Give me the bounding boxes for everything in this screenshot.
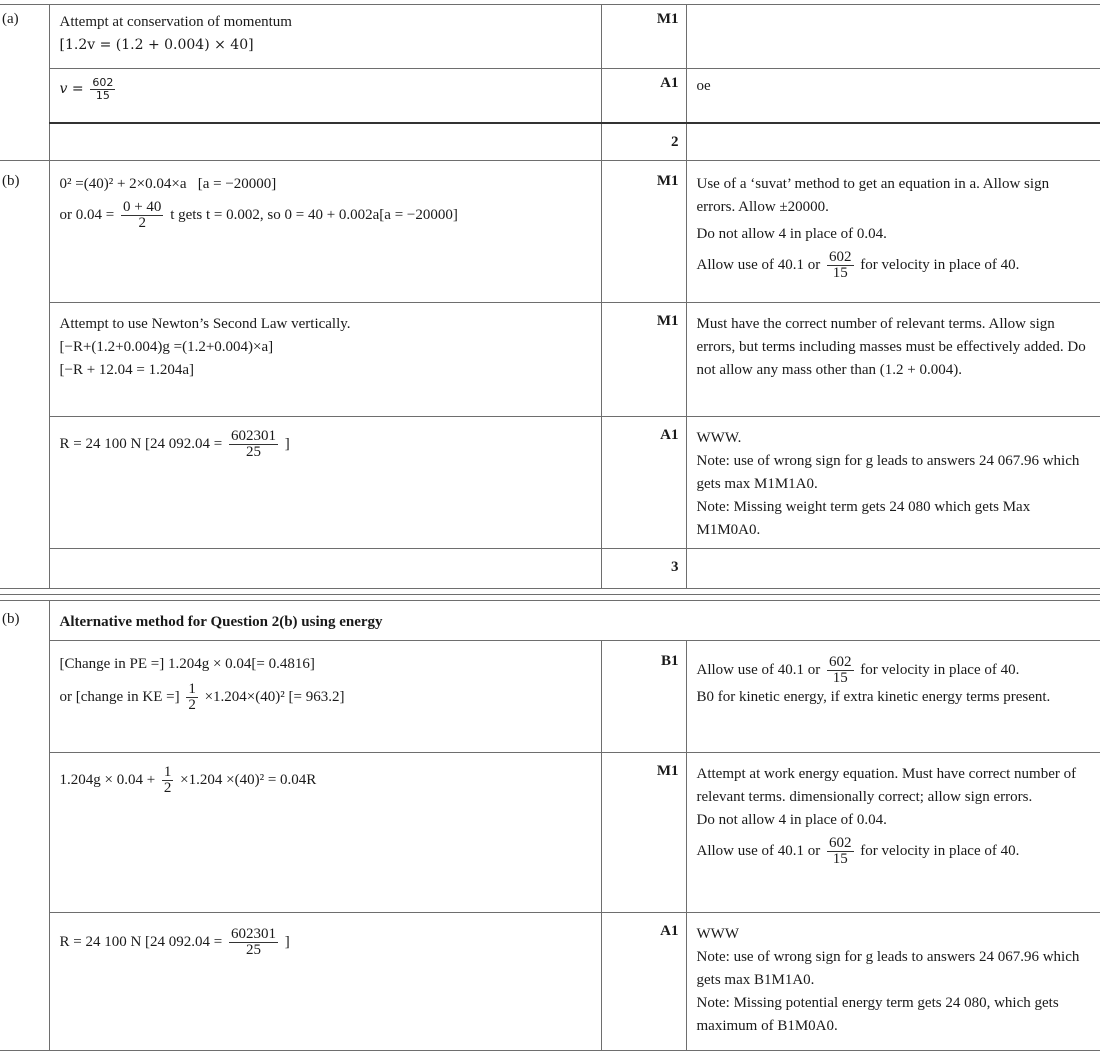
answer-cell [49,641,601,753]
notes-cell [686,641,1100,753]
mark-cell [601,753,686,913]
notes-text: Note: use of wrong sign for g leads to answers 24 067.96 which gets max B1M1A0. [696,949,1080,988]
table-row [0,753,1100,913]
notes-text: Attempt at work energy equation. Must have correct number of relevant terms. dimensionally correct; allow sign errors. [696,766,1077,805]
mark-label: A1 [660,427,679,443]
mark-cell [601,69,686,123]
notes-text: Allow use of 40.1 or [696,661,821,678]
fraction-denominator: 2 [163,780,172,796]
fraction [827,250,854,281]
answer-cell [49,417,601,549]
answer-line: Attempt at conservation of momentum [59,14,292,30]
notes-cell [686,5,1100,69]
part-cell-a [0,5,49,161]
mark-cell [601,549,686,589]
total-marks: 3 [671,559,679,575]
notes-text: Note: use of wrong sign for g leads to answers 24 067.96 which gets max M1M1A0. [696,453,1080,492]
fraction [121,200,163,231]
fraction [229,927,278,958]
answer-cell [49,69,601,123]
fraction-denominator: 2 [138,215,146,231]
fraction [186,682,198,713]
notes-text: oe [696,78,711,94]
notes-cell [686,417,1100,549]
part-cell-b-alt [0,601,49,1051]
suvat-result: [a = −20000] [197,176,277,192]
part-cell-b [0,161,49,589]
notes-text: Note: Missing weight term gets 24 080 which gets Max M1M0A0. [696,499,1031,538]
fraction-numerator: 602 [92,76,114,89]
pe-line: [Change in PE =] 1.204g × 0.04[= 0.4816] [59,656,315,672]
notes-cell [686,753,1100,913]
notes-text: for velocity in place of 40. [860,256,1020,273]
notes-text: WWW [696,926,739,942]
part-label: (a) [2,11,19,27]
table-row [0,913,1100,1051]
table-row [0,303,1100,417]
work-energy-suffix: ×1.204 ×(40)² = 0.04R [180,771,317,788]
fraction-denominator: 15 [832,851,848,867]
answer-cell [49,303,601,417]
mark-label: A1 [660,923,679,939]
mark-label: B1 [660,653,679,669]
answer-suffix: ] [284,933,290,950]
mark-label: M1 [656,313,679,329]
notes-cell [686,123,1100,161]
mark-cell [601,5,686,69]
part-label: (b) [2,173,20,189]
notes-text: Do not allow 4 in place of 0.04. [696,812,887,828]
mark-cell [601,913,686,1051]
table-row-total [0,549,1100,589]
fraction [162,765,174,796]
answer-cell [49,123,601,161]
fraction-numerator: 1 [188,681,196,697]
section-divider [0,594,1100,595]
answer-cell [49,5,601,69]
mark-cell [601,161,686,303]
ke-suffix: ×1.204×(40)² [= 963.2] [204,688,345,705]
mark-cell [601,123,686,161]
notes-text: for velocity in place of 40. [860,842,1020,859]
notes-text: B0 for kinetic energy, if extra kinetic energy terms present. [696,689,1051,705]
mark-label: M1 [656,11,679,27]
alternative-heading: Alternative method for Question 2(b) using energy [59,614,383,630]
fraction-numerator: 0 + 40 [122,199,162,215]
alt-suvat-suffix: t gets t = 0.002, so 0 = 40 + 0.002a[a = −20000] [170,206,458,223]
table-row [0,5,1100,69]
fraction-numerator: 602301 [231,428,277,444]
fraction-numerator: 602 [829,835,852,851]
fraction-denominator: 15 [832,670,848,686]
total-marks: 2 [671,133,679,150]
notes-cell [686,913,1100,1051]
table-row [0,641,1100,753]
notes-text: Note: Missing potential energy term gets 24 080, which gets maximum of B1M0A0. [696,995,1059,1034]
answer-prefix: R = 24 100 N [24 092.04 = [59,933,223,950]
notes-text: Allow use of 40.1 or [696,842,821,859]
suvat-equation: 0² =(40)² + 2×0.04×a [59,176,187,192]
equation-line: [−R + 12.04 = 1.204a] [59,362,195,378]
work-energy-prefix: 1.204g × 0.04 + [59,771,156,788]
answer-cell [49,753,601,913]
fraction [827,655,854,686]
part-label: (b) [2,611,20,627]
fraction-denominator: 25 [246,942,262,958]
notes-cell [686,549,1100,589]
mark-scheme-table-alternative [0,600,1100,1051]
answer-cell [49,161,601,303]
answer-lhs: v = [59,80,84,97]
notes-text: Allow use of 40.1 or [696,256,821,273]
equation-line: [−R+(1.2+0.004)g =(1.2+0.004)×a] [59,339,274,355]
notes-text: Must have the correct number of relevant terms. Allow sign errors, but terms including masses must be effectively added. Do not allow any mass other than (1.2 + 0.004). [696,316,1086,378]
mark-label: M1 [656,173,679,189]
answer-suffix: ] [284,435,290,452]
answer-line: Attempt to use Newton’s Second Law vertically. [59,316,351,332]
table-row-total [0,123,1100,161]
alternative-heading-cell [49,601,1100,641]
notes-cell [686,69,1100,123]
fraction-denominator: 15 [832,265,848,281]
notes-text: WWW. [696,430,742,446]
mark-cell [601,303,686,417]
fraction [827,836,854,867]
table-row [0,69,1100,123]
notes-text [687,5,1100,15]
ke-prefix: or [change in KE =] [59,688,180,705]
fraction-numerator: 1 [163,764,172,780]
answer-prefix: R = 24 100 N [24 092.04 = [59,435,223,452]
table-row [0,417,1100,549]
mark-label: A1 [660,75,679,91]
answer-line: [1.2v = (1.2 + 0.004) × 40] [59,37,254,53]
notes-text: Do not allow 4 in place of 0.04. [696,226,887,242]
notes-text: Use of a ‘suvat’ method to get an equation in a. Allow sign errors. Allow ±20000. [696,176,1050,215]
fraction-denominator: 25 [246,444,262,460]
notes-text: for velocity in place of 40. [860,661,1020,678]
mark-label: M1 [656,763,679,779]
fraction-numerator: 602 [829,249,852,265]
notes-cell [686,303,1100,417]
answer-cell [49,913,601,1051]
table-row [0,161,1100,303]
fraction [229,429,278,460]
table-row-heading [0,601,1100,641]
alt-suvat-prefix: or 0.04 = [59,206,115,223]
fraction-numerator: 602 [829,654,852,670]
mark-cell [601,641,686,753]
fraction-numerator: 602301 [231,926,277,942]
mark-scheme-table-main [0,4,1100,589]
fraction-denominator: 2 [188,697,196,713]
answer-cell [49,549,601,589]
notes-cell [686,161,1100,303]
fraction-denominator: 15 [95,89,110,102]
fraction [90,77,115,102]
mark-cell [601,417,686,549]
